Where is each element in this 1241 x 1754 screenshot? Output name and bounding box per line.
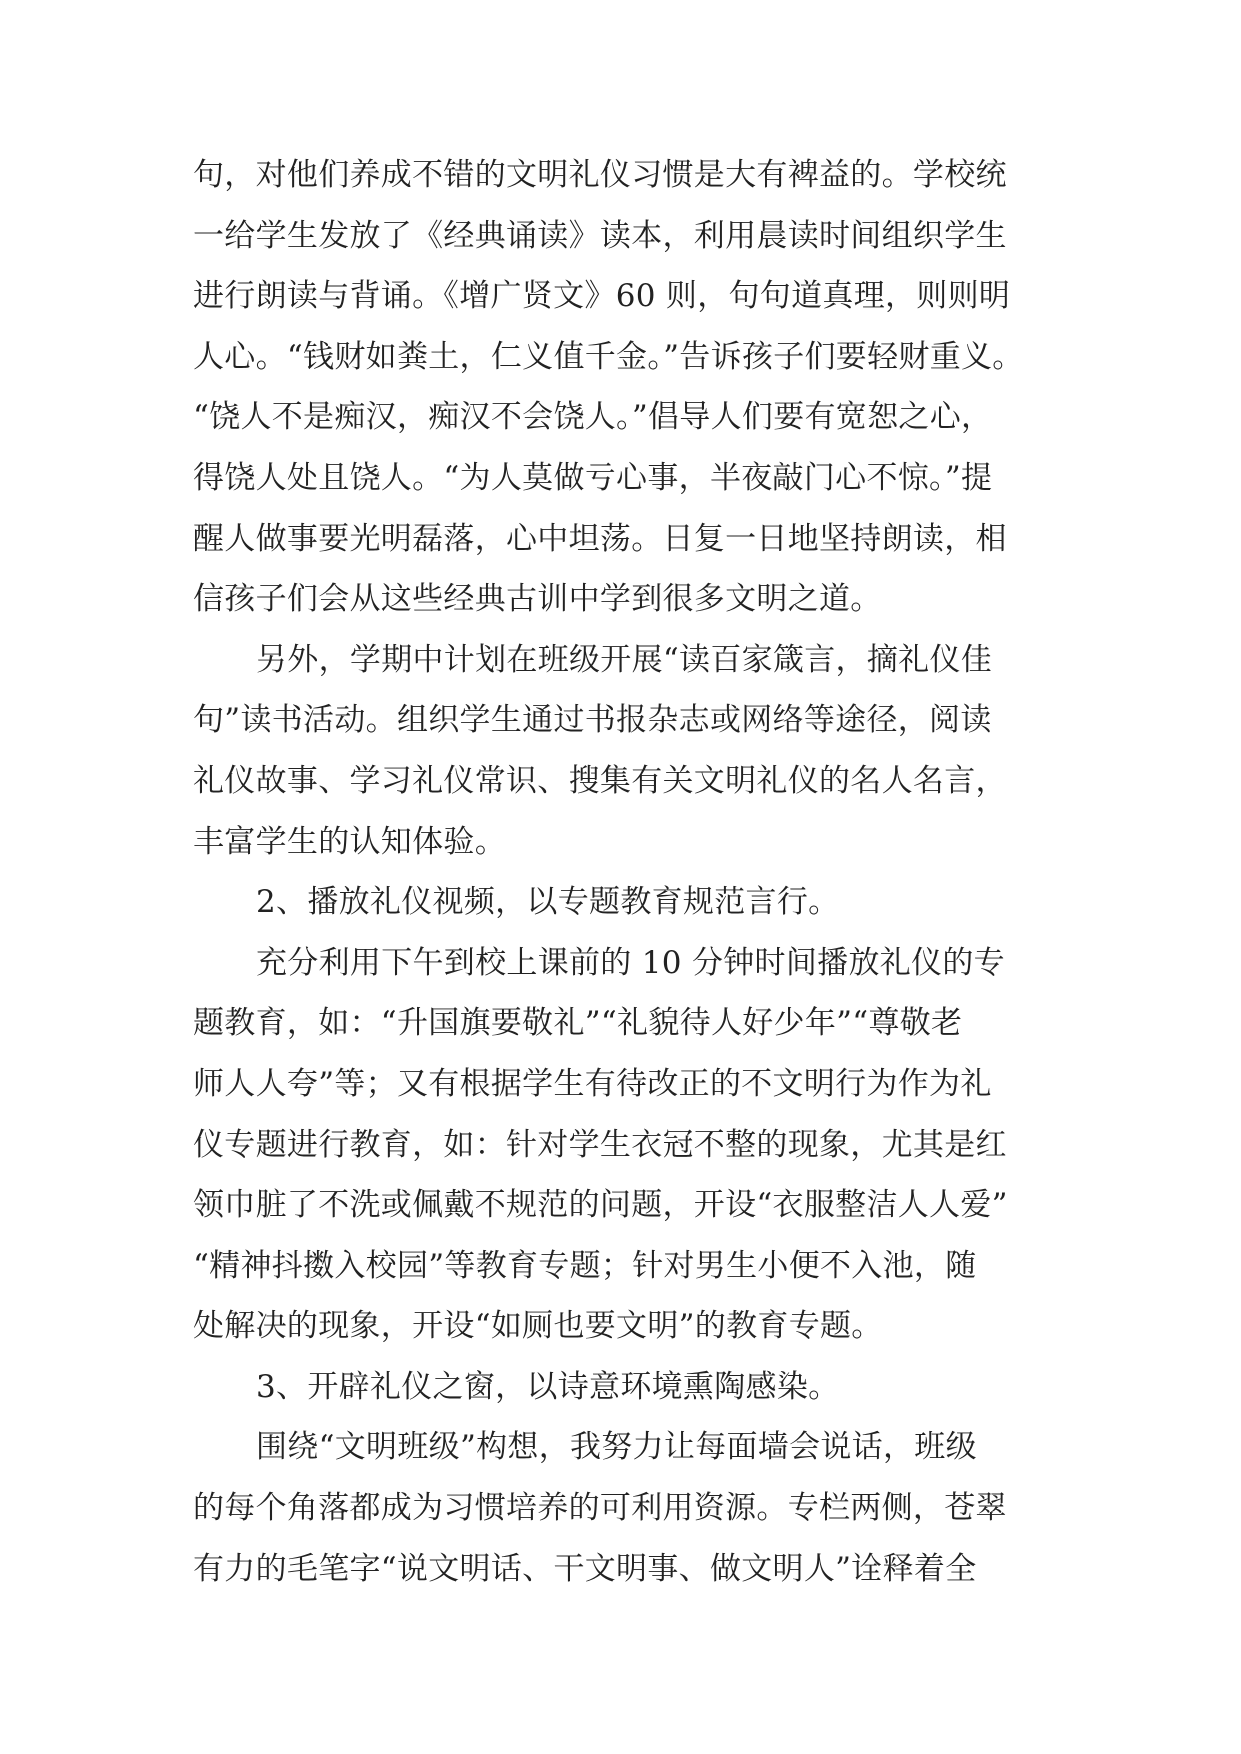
section-heading-3: 3、开辟礼仪之窗，以诗意环境熏陶感染。: [256, 1368, 840, 1405]
text-line: 领巾脏了不洗或佩戴不规范的问题，开设“衣服整洁人人爱”: [193, 1187, 1008, 1224]
paragraph-first-line: 另外，学期中计划在班级开展“读百家箴言，摘礼仪佳: [256, 641, 993, 678]
text-line: 丰富学生的认知体验。: [193, 823, 506, 860]
paragraph-first-line: 充分利用下午到校上课前的 10 分钟时间播放礼仪的专: [256, 944, 1005, 981]
text-line: 醒人做事要光明磊落，心中坦荡。日复一日地坚持朗读，相: [193, 520, 1007, 557]
paragraph-first-line: 围绕“文明班级”构想，我努力让每面墙会说话，班级: [256, 1429, 977, 1466]
text-line: 题教育，如：“升国旗要敬礼”“礼貌待人好少年”“尊敬老: [193, 1005, 963, 1042]
text-line: 处解决的现象，开设“如厕也要文明”的教育专题。: [193, 1308, 883, 1345]
text-line: 礼仪故事、学习礼仪常识、搜集有关文明礼仪的名人名言，: [193, 762, 1007, 799]
text-line: 得饶人处且饶人。“为人莫做亏心事，半夜敲门心不惊。”提: [193, 459, 993, 496]
text-line: 信孩子们会从这些经典古训中学到很多文明之道。: [193, 581, 882, 618]
text-line: 一给学生发放了《经典诵读》读本，利用晨读时间组织学生: [193, 217, 1007, 254]
text-line: “精神抖擞入校园”等教育专题；针对男生小便不入池，随: [193, 1247, 977, 1284]
section-heading-2: 2、播放礼仪视频，以专题教育规范言行。: [256, 884, 840, 921]
text-line: 句，对他们养成不错的文明礼仪习惯是大有裨益的。学校统: [193, 157, 1007, 193]
text-line: 进行朗读与背诵。《增广贤文》60 则，句句道真理，则则明: [193, 278, 1011, 315]
text-line: 的每个角落都成为习惯培养的可利用资源。专栏两侧，苍翠: [193, 1490, 1007, 1527]
text-line: “饶人不是痴汉，痴汉不会饶人。”倡导人们要有宽恕之心，: [193, 399, 993, 436]
body-text: [193, 145, 1053, 1599]
text-line: 仪专题进行教育，如：针对学生衣冠不整的现象，尤其是红: [193, 1126, 1007, 1163]
text-line: 句”读书活动。组织学生通过书报杂志或网络等途径，阅读: [193, 702, 992, 739]
text-line: 有力的毛笔字“说文明话、干文明事、做文明人”诠释着全: [193, 1550, 977, 1587]
text-line: 人心。“钱财如粪土，仁义值千金。”告诉孩子们要轻财重义。: [193, 338, 1024, 375]
text-line: 师人人夸”等；又有根据学生有待改正的不文明行为作为礼: [193, 1065, 992, 1102]
